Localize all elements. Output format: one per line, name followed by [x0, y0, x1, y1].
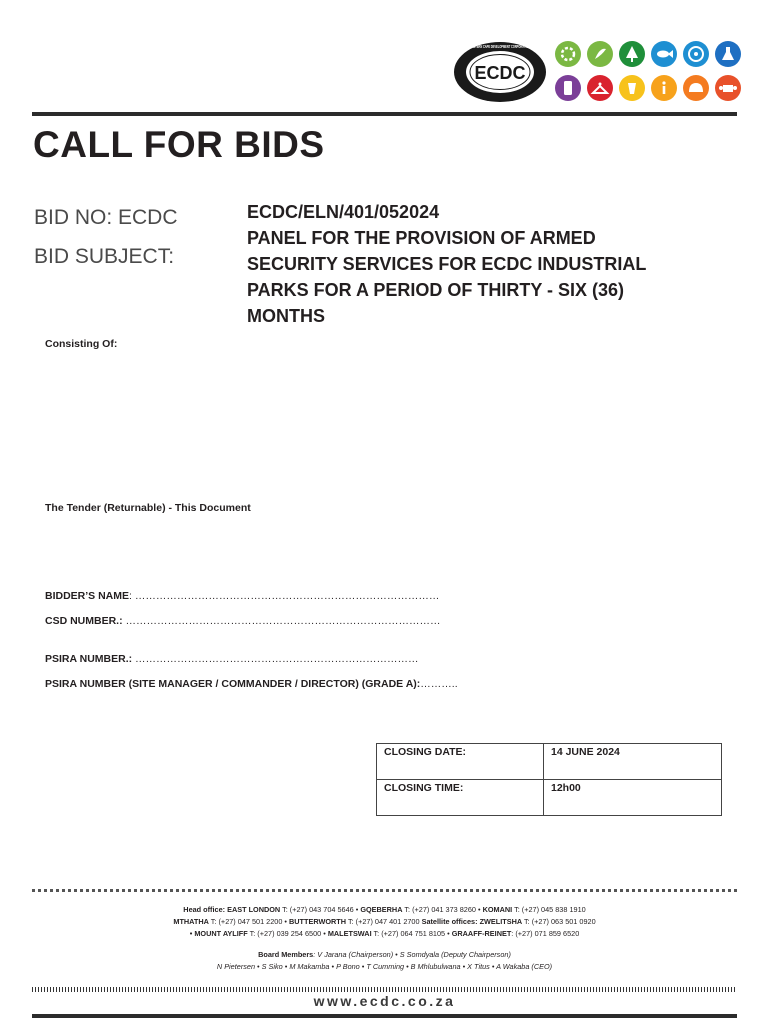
hanger-icon — [587, 75, 613, 101]
bid-details — [247, 199, 737, 329]
office-phone: T: (+27) 039 254 6500 • — [247, 929, 328, 938]
sector-icons — [555, 41, 740, 103]
consisting-of-heading: Consisting Of: — [45, 338, 118, 350]
office-phone: T: (+27) 041 373 8260 • — [402, 905, 483, 914]
motor-icon — [715, 75, 741, 101]
office-name: Satellite offices: ZWELITSHA — [421, 917, 523, 926]
office-name: GQEBERHA — [360, 905, 403, 914]
board-line — [32, 961, 737, 973]
psira-number-field[interactable] — [45, 653, 419, 665]
logo-ring-text: EASTERN CAPE DEVELOPMENT CORPORATION — [470, 44, 530, 49]
bid-no-label: BID NO: ECDC — [34, 206, 178, 229]
bottom-rule — [32, 1014, 737, 1018]
closing-table — [376, 743, 722, 816]
bid-subject-line: SECURITY SERVICES FOR ECDC INDUSTRIAL — [247, 254, 647, 274]
board-members — [32, 949, 737, 973]
helmet-icon — [683, 75, 709, 101]
bidders-name-label: BIDDER’S NAME — [45, 590, 130, 602]
table-row — [377, 744, 722, 780]
closing-date-value: 14 JUNE 2024 — [544, 744, 722, 780]
office-name: MTHATHA — [173, 917, 209, 926]
info-icon — [651, 75, 677, 101]
office-phone: T: (+27) 045 838 1910 — [512, 905, 586, 914]
office-phone: T: (+27) 064 751 8105 • — [371, 929, 452, 938]
office-name: • MOUNT AYLIFF — [189, 929, 248, 938]
board-label: Board Members — [258, 950, 314, 959]
website-link[interactable]: www.ecdc.co.za — [313, 993, 456, 1009]
phone-icon — [555, 75, 581, 101]
wheel-icon — [683, 41, 709, 67]
psira-grade-label: PSIRA NUMBER (SITE MANAGER / COMMANDER / DIRECTOR) (GRADE A): — [45, 678, 421, 690]
bidders-name-blank[interactable]: : …………………………………………………………………………… — [129, 590, 440, 602]
board-names: : V Jarana (Chairperson) • S Somdyala (Deputy Chairperson) — [313, 950, 511, 959]
bid-subject-label: BID SUBJECT: — [34, 245, 175, 268]
page-title: CALL FOR BIDS — [33, 124, 325, 165]
footer-line — [32, 916, 737, 928]
bid-subject-line: PANEL FOR THE PROVISION OF ARMED — [247, 228, 596, 248]
office-name: MALETSWAI — [327, 929, 372, 938]
footer-line — [32, 904, 737, 916]
office-phone: : (+27) 071 859 6520 — [511, 929, 580, 938]
psira-grade-field[interactable] — [45, 678, 458, 690]
footer-hatch-rule — [32, 987, 737, 992]
office-phone: T: (+27) 047 501 2200 • — [208, 917, 290, 926]
tender-returnable-note: The Tender (Returnable) - This Document — [45, 502, 251, 514]
tree-icon — [619, 41, 645, 67]
office-name: Head office: EAST LONDON — [183, 905, 281, 914]
footer-line — [32, 928, 737, 940]
csd-number-blank[interactable]: ……………………………………………………………………………… — [122, 615, 441, 627]
office-phone: T: (+27) 047 401 2700 — [346, 917, 422, 926]
bid-no-value: ECDC/ELN/401/052024 — [247, 202, 440, 222]
logo-text: ECDC — [474, 63, 526, 83]
board-line — [32, 949, 737, 961]
bid-subject-line: PARKS FOR A PERIOD OF THIRTY - SIX (36) — [247, 280, 625, 300]
flask-icon — [715, 41, 741, 67]
psira-number-blank[interactable]: ……………………………………………………………………… — [132, 653, 419, 665]
psira-number-label: PSIRA NUMBER.: — [45, 653, 133, 665]
bidders-name-field[interactable] — [45, 590, 439, 602]
drink-icon — [619, 75, 645, 101]
office-name: BUTTERWORTH — [289, 917, 347, 926]
office-phone: T: (+27) 043 704 5646 • — [280, 905, 361, 914]
office-name: GRAAFF-REINET — [451, 929, 512, 938]
closing-time-label: CLOSING TIME: — [377, 780, 544, 816]
board-names: N Pietersen • S Siko • M Makamba • P Bono • T Cumming • B Mhlubulwana • X Titus • A Wakaba (CEO) — [216, 962, 553, 971]
closing-date-label: CLOSING DATE: — [377, 744, 544, 780]
fish-icon — [651, 41, 677, 67]
table-row — [377, 780, 722, 816]
csd-number-field[interactable] — [45, 615, 441, 627]
ecdc-logo — [452, 40, 548, 104]
header-rule — [32, 112, 737, 116]
bid-subject-line: MONTHS — [247, 306, 325, 326]
psira-grade-blank[interactable]: ……….. — [420, 678, 458, 690]
office-name: KOMANI — [482, 905, 513, 914]
office-phone: T: (+27) 063 501 0920 — [522, 917, 596, 926]
csd-number-label: CSD NUMBER.: — [45, 615, 123, 627]
gear-icon — [555, 41, 581, 67]
plant-icon — [587, 41, 613, 67]
footer-offices — [32, 904, 737, 940]
closing-time-value: 12h00 — [544, 780, 722, 816]
footer-divider — [32, 889, 737, 892]
